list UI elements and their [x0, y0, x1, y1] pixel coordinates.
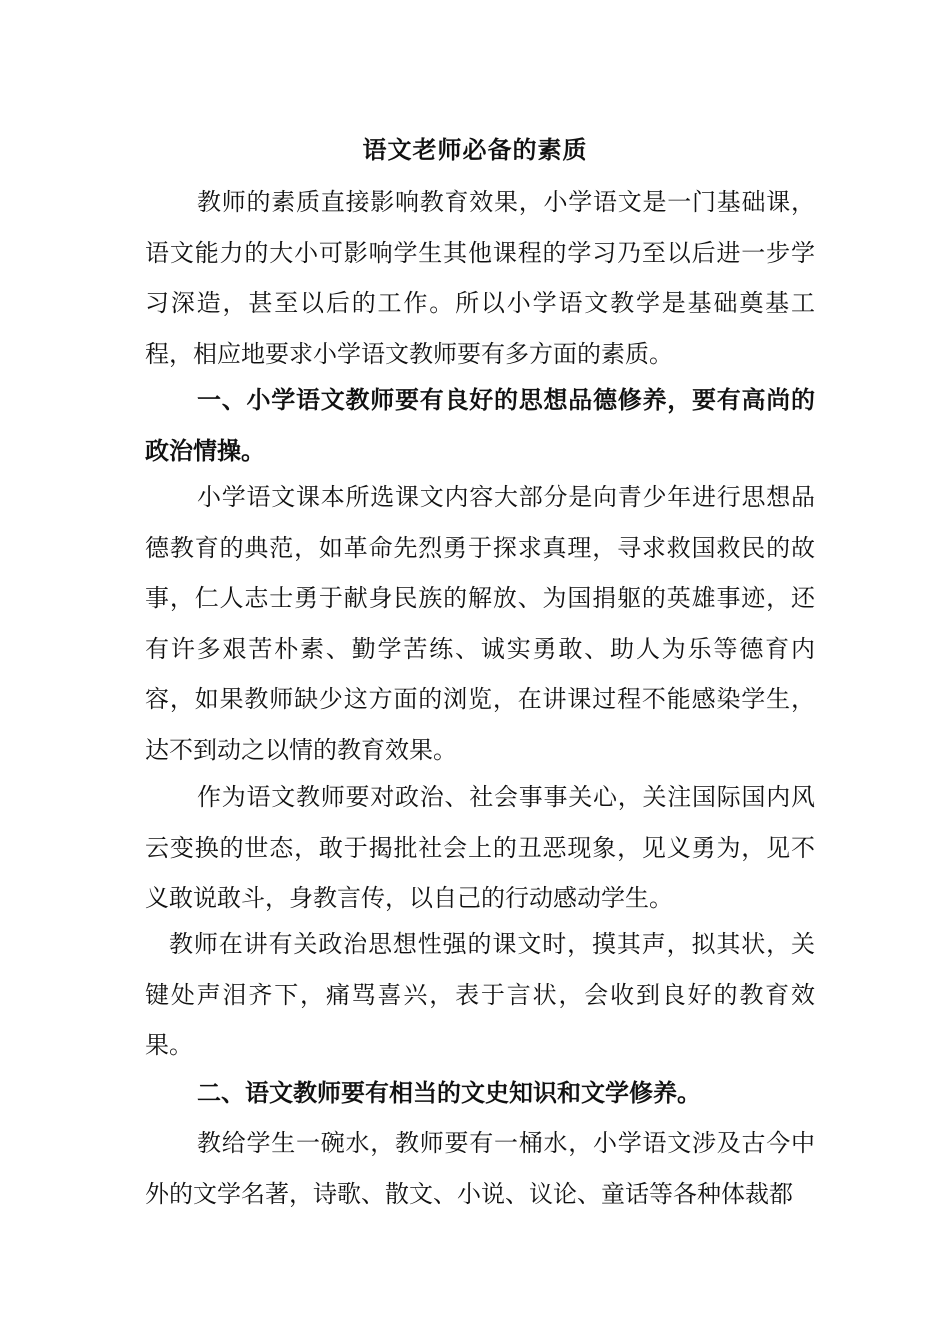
teaching-paragraph: 教师在讲有关政治思想性强的课文时，摸其声，拟其状，关键处声泪齐下，痛骂喜兴，表于言状，会收到良好的教育效果。: [145, 930, 815, 1059]
content-paragraph: 小学语文课本所选课文内容大部分是向青少年进行思想品德教育的典范，如革命先烈勇于探求真理，寻求救国救民的故事，仁人志士勇于献身民族的解放、为国捐躯的英雄事迹，还有许多艰苦朴素、勤学苦练、诚实勇敢、助人为乐等德育内容，如果教师缺少这方面的浏览，在讲课过程不能感染学生，达不到动之以情的教育效果。: [145, 483, 815, 764]
section-heading-two: 二、语文教师要有相当的文史知识和文学修养。: [197, 1078, 701, 1107]
section-heading-one: 一、小学语文教师要有良好的思想品德修养，要有高尚的政治情操。: [145, 385, 815, 465]
role-paragraph: 作为语文教师要对政治、社会事事关心，关注国际国内风云变换的世态，敢于揭批社会上的丑恶现象，见义勇为，见不义敢说敢斗，身教言传，以自己的行动感动学生。: [145, 783, 815, 912]
document-title: 语文老师必备的素质: [362, 135, 588, 164]
water-paragraph: 教给学生一碗水，教师要有一桶水，小学语文涉及古今中外的文学名著，诗歌、散文、小说、议论、童话等各种体裁都: [145, 1129, 815, 1208]
intro-paragraph: 教师的素质直接影响教育效果，小学语文是一门基础课，语文能力的大小可影响学生其他课程的学习乃至以后进一步学习深造，甚至以后的工作。所以小学语文教学是基础奠基工程，相应地要求小学语文教师要有多方面的素质。: [145, 188, 815, 368]
